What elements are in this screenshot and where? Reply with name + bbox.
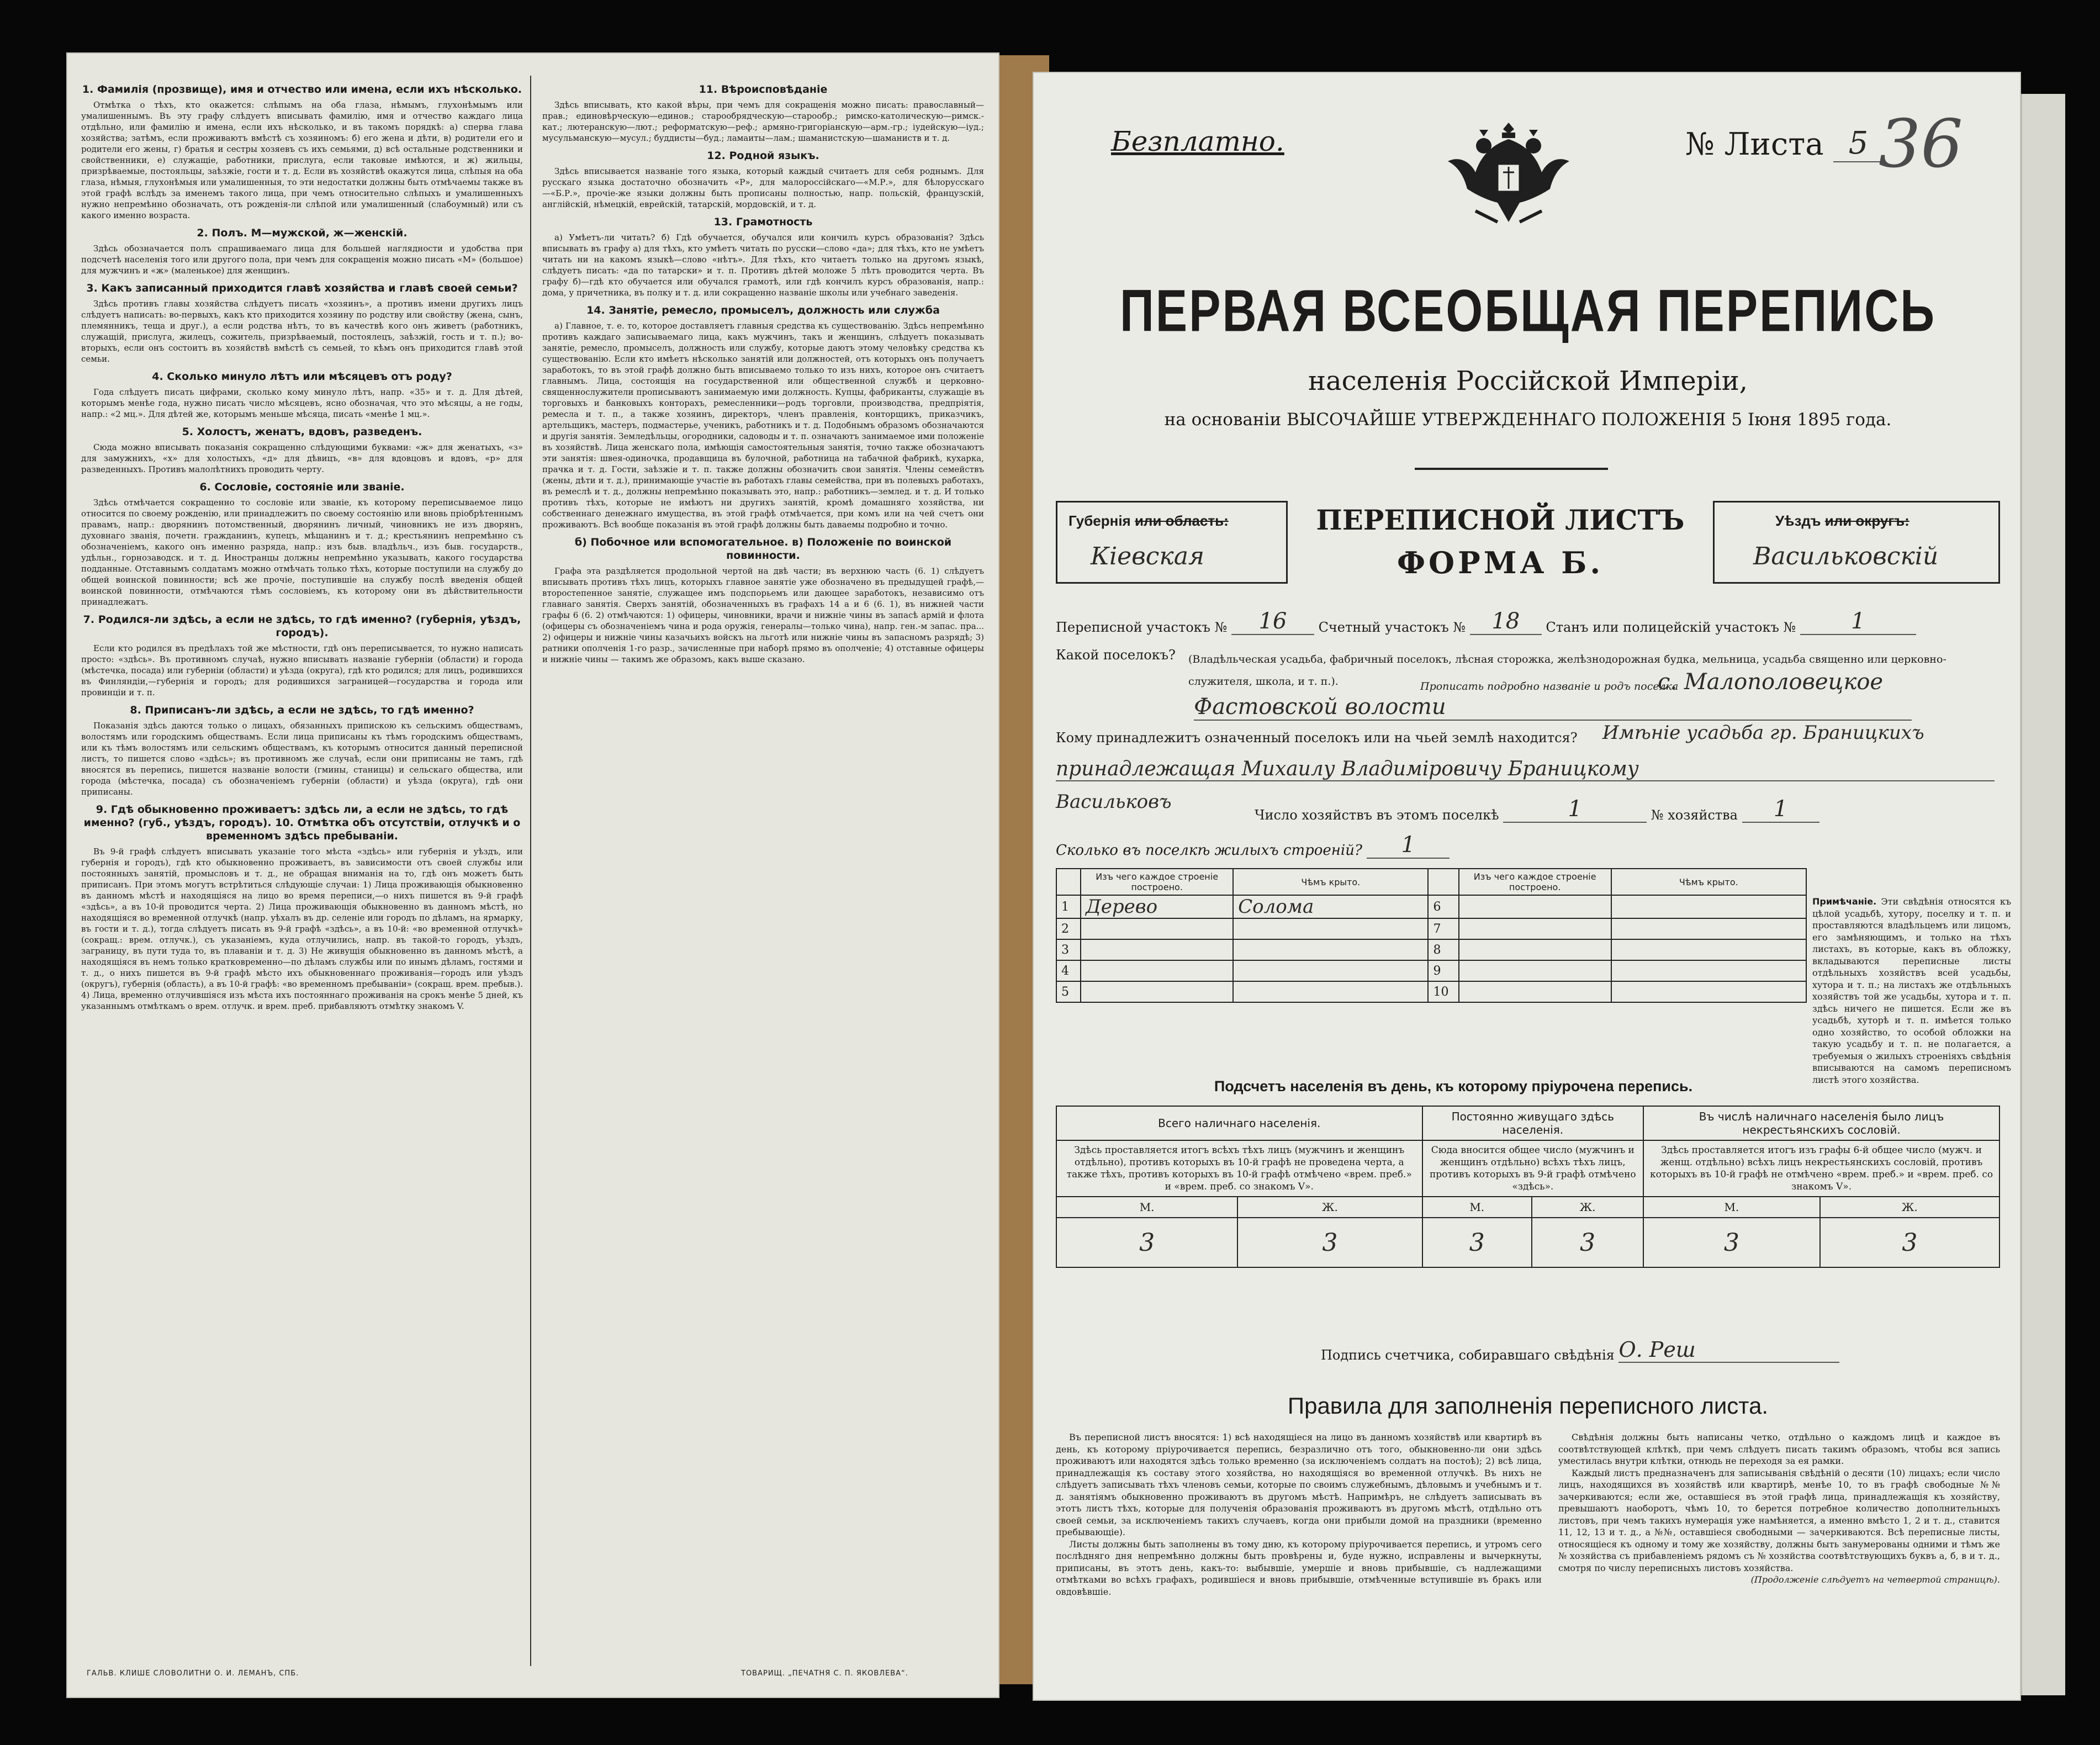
- buildings-table-row: [1056, 918, 1806, 939]
- pop-zh-label: Ж.: [1820, 1197, 2000, 1218]
- instruction-heading: 1. Фамилія (прозвище), имя и отчество или имена, если ихъ нѣсколько.: [82, 83, 522, 96]
- instruction-text: Здѣсь противъ главы хозяйства слѣдуетъ писать «хозяинъ», а противъ имени другихъ лицъ слѣдуетъ написать: во-первыхъ, какъ кто приходится хозяину по родству или свойству (жена, сынъ, племянникъ, теща и друг.), а если родства нѣтъ, то въ качествѣ кого онъ живетъ (работникъ, служащій, прислуга, жилецъ, сожитель, призрѣваемый, постоялецъ, заѣзжій, гость и т. п.); во-вторыхъ, если онъ состоитъ въ хозяйствѣ вмѣстѣ съ семьей, то кѣмъ онъ приходится главѣ этой семьи.: [81, 299, 523, 364]
- building-roof: [1233, 939, 1428, 960]
- buildings-table-row: [1056, 981, 1806, 1002]
- signature-label: Подпись счетчика, собиравшаго свѣдѣнія: [1321, 1347, 1615, 1363]
- column-divider: [530, 76, 531, 1666]
- building-roof: Солома: [1233, 895, 1428, 918]
- settlement-label: Какой поселокъ?: [1056, 647, 1176, 663]
- households-label: Число хозяйствъ въ этомъ поселкѣ: [1255, 807, 1499, 823]
- instruction-text: Здѣсь вписывать, кто какой вѣры, при чемъ для сокращенія можно писать: православный—прав.; единовѣрческую—единов.; старообрядческую—старообр.; римско-католическую—римск.-кат.; лютеранскую—лют.; реформатскую—реф.; армяно-григоріанскую—арм.-гр.; іудейскую—іуд.; мусульманскую—мусул.; буддисты—буд.; ламаиты—лам.; шаманистскую—шаманиств и т. д.: [542, 100, 984, 143]
- instruction-heading: 13. Грамотность: [713, 216, 813, 228]
- pop-col1-title: Всего наличнаго населенія.: [1056, 1106, 1422, 1140]
- owner-label: Кому принадлежитъ означенный поселокъ или на чьей землѣ находится?: [1056, 730, 1578, 745]
- household-number-label: № хозяйства: [1651, 807, 1738, 823]
- instruction-section: [81, 704, 523, 797]
- instruction-heading: 7. Родился-ли здѣсь, а если не здѣсь, то гдѣ именно? (губернія, уѣздъ, городъ).: [83, 614, 521, 639]
- gubernia-value: Кіевская: [1091, 542, 1205, 570]
- building-roof: [1611, 918, 1806, 939]
- settlement-note: (Владѣльческая усадьба, фабричный поселокъ, лѣсная сторожка, желѣзнодорожная будка, мельница, усадьба священно или церковно-служителя, школа, и т. п.).: [1188, 653, 1946, 688]
- instruction-heading: 6. Сословіе, состояніе или званіе.: [199, 481, 405, 493]
- building-roof: [1611, 939, 1806, 960]
- instruction-section: [542, 149, 984, 210]
- instruction-section: [81, 370, 523, 420]
- pop-present-male: 3: [1056, 1218, 1237, 1267]
- building-row-number: 8: [1428, 939, 1458, 960]
- handwritten-corner-number: 36: [1879, 106, 1963, 183]
- sheet-number: [1685, 125, 1883, 162]
- pop-col2-desc: Сюда вносится общее число (мужчинъ и женщинъ отдѣльно) всѣхъ тѣхъ лицъ, противъ которыхъ въ 9-й графѣ отмѣчено «здѣсь».: [1422, 1140, 1644, 1197]
- building-roof: [1233, 960, 1428, 981]
- instructions-column-1: [81, 78, 523, 1652]
- building-row-number: 10: [1428, 981, 1458, 1002]
- building-material: [1081, 918, 1233, 939]
- pop-zh-label: Ж.: [1237, 1197, 1422, 1218]
- instruction-text: Года слѣдуетъ писать цифрами, сколько кому минуло лѣтъ, напр. «35» и т. д. Для дѣтей, которымъ менѣе года, нужно писать число мѣсяцевъ, ясно обозначая, что это мѣсяцы, а не годы, напр.: «2 мц.». Для дѣтей же, которымъ меньше мѣсяца, писать «менѣе 1 мц.».: [81, 387, 523, 419]
- pop-m-label: М.: [1056, 1197, 1237, 1218]
- right-page-census-form: [1033, 72, 2021, 1701]
- instruction-heading: 4. Сколько минуло лѣтъ или мѣсяцевъ отъ роду?: [152, 371, 452, 383]
- form-main-title: ПЕРВАЯ ВСЕОБЩАЯ ПЕРЕПИСЬ: [1119, 278, 1937, 345]
- instruction-section: [542, 215, 984, 298]
- gubernia-label: Губернія или область:: [1068, 512, 1229, 529]
- pop-m-label: М.: [1422, 1197, 1532, 1218]
- settlement-value: с. Малополовецкое: [1658, 669, 1884, 695]
- buildings-table-row: [1056, 895, 1806, 918]
- stan-value: 1: [1800, 609, 1916, 635]
- building-material: [1459, 939, 1611, 960]
- owner-value-3: Васильковъ: [1056, 791, 1172, 813]
- owner-value-2: принадлежащая Михаилу Владиміровичу Браницкому: [1056, 758, 1995, 781]
- double-headed-eagle-emblem-icon: [1442, 112, 1575, 239]
- printer-credit-right: ТОВАРИЩ. „ПЕЧАТНЯ С. П. ЯКОВЛЕВА“.: [741, 1669, 908, 1678]
- sheet-number-value: 5: [1833, 125, 1883, 162]
- form-subtitle: населенія Россійской Имперіи,: [1308, 366, 1748, 396]
- instruction-text: а) Главное, т. е. то, которое доставляетъ главныя средства къ существованію. Здѣсь непремѣнно противъ каждаго записываемаго лица, какъ мужчинъ, такъ и женщинъ, слѣдуетъ показывать занятіе, ремесло, промыселъ, должность или службу, которые даютъ этому человѣку средства къ существованію. Если кто имѣетъ нѣсколько занятій или должностей, отъ которыхъ онъ получаетъ заработокъ, то въ этой графѣ должно быть вписываемо только то изъ нихъ, которое онъ считаетъ главнымъ. Лица, состоящія на государственной или общественной службѣ и церковно-священнослужители прописываютъ занимаемую ими должность. Купцы, фабриканты, служащіе въ торговыхъ и банковыхъ конторахъ, ремесленники—родъ торговли, производства, предпріятія, ремесла и т. п., а также хозяинъ, директоръ, членъ правленія, конторщикъ, приказчикъ, артельщикъ, мастеръ, подмастерье, ученикъ, работникъ и т. д. Подобнымъ образомъ обозначаются и другія занятія. Земледѣльцы, огородники, садоводы и т. п. означаютъ занимаемое ими положеніе въ хозяйствѣ. Лица женскаго пола, имѣющія самостоятельныя занятія, точно также обозначаютъ эти занятія: швея-одиночка, продавщица въ булочной, работница на табачной фабрикѣ, кухарка, прачка и т. д. Гости, заѣзжіе и т. п. также должны обозначить свои занятія. Члены семействъ (жены, дѣти и т. д.), принимающіе участіе въ работахъ главы семейства, при въ полевыхъ работахъ, въ ремеслѣ и т. д., должны непремѣнно показывать это, напр.: работникъ—землед. и т. д. И только противъ тѣхъ, которые не имѣютъ ни другихъ занятій, кромѣ домашняго хозяйства, ни собственнаго денежнаго имущества, въ этой графѣ отмѣчается, при комъ или на чей счетъ они проживаютъ. Всѣ вообще показанія въ этой графѣ должны быть даваемы подробно и точно.: [542, 321, 984, 530]
- household-number-value: 1: [1742, 796, 1819, 823]
- instruction-text: Въ 9-й графѣ слѣдуетъ вписывать указаніе того мѣста «здѣсь» или губернія и уѣздъ, или губернія и городъ), гдѣ кто обыкновенно проживаетъ, въ зависимости отъ своей службы или постоянныхъ занятій, промысловъ и т. д., не обращая вниманія на то, гдѣ онъ можетъ быть приписанъ. При этомъ могутъ встрѣтиться слѣдующіе случаи: 1) Лица проживающія обыкновенно въ данномъ мѣстѣ и находящіяся на лицо во время переписи,—о нихъ пишется въ 9-й графѣ «здѣсь», а въ 10-й проводится черта. 2) Лица проживающія обыкновенно въ данномъ мѣстѣ, но находящіяся во временной отлучкѣ (напр. уѣхалъ въ др. селеніе или городъ по дѣламъ, на ярмарку, въ гости и т. д.), тогда слѣдуетъ писать въ 9-й графѣ «здѣсь», а въ 10-й: «во временной отлучкѣ» (сокращ.: врем. отлучк.), съ указаніемъ, куда отлучились, напр. въ такой-то городъ, уѣздъ, заграницу, въ пути туда то, въ плаваніи и т. д. 3) Не живущія обыкновенно въ данномъ мѣстѣ, а находящіяся въ немъ только кратковременно—по дѣламъ службы или по инымъ дѣламъ, гостями и т. д., о нихъ пишется въ 9-й графѣ мѣсто ихъ обыкновеннаго проживанія—городъ или уѣздъ (округъ), губернія (область), а въ 10-й графѣ: «во временномъ пребываніи» (сокращ. врем. пребыв.). 4) Лица, временно отлучившіяся изъ мѣста ихъ постояннаго проживанія на срокъ менѣе 5 дней, къ указаннымъ отмѣткамъ о врем. отлучк. и врем. преб. прибавляютъ отмѣтку знакомъ V.: [81, 847, 523, 1011]
- form-basis-line: на основаніи ВЫСОЧАЙШЕ УТВЕРЖДЕННАГО ПОЛОЖЕНІЯ 5 Іюня 1895 года.: [1164, 410, 1892, 430]
- buildings-label: Сколько въ поселкѣ жилыхъ строеній?: [1056, 842, 1362, 859]
- instruction-heading: 12. Родной языкъ.: [707, 150, 819, 162]
- uyezd-label: Уѣздъ или округъ:: [1775, 512, 1909, 529]
- printer-credit-left: ГАЛЬВ. КЛИШЕ СЛОВОЛИТНИ О. И. ЛЕМАНЪ, СПБ.: [87, 1669, 299, 1678]
- district-line: [1056, 609, 1916, 635]
- buildings-col-material-2: Изъ чего каждое строеніе построено.: [1459, 869, 1611, 895]
- building-roof: [1611, 895, 1806, 918]
- instruction-section: [81, 83, 523, 221]
- gubernia-box: [1056, 501, 1288, 584]
- building-row-number: 5: [1056, 981, 1081, 1002]
- building-roof: [1233, 981, 1428, 1002]
- rules-heading: Правила для заполненія переписного листа.: [1287, 1393, 1769, 1419]
- building-material: [1459, 918, 1611, 939]
- building-row-number: 1: [1056, 895, 1081, 918]
- instruction-section: [542, 83, 984, 144]
- rules-paragraph: Каждый листъ предназначенъ для записыванія свѣдѣній о десяти (10) лицахъ; если число лицъ, находящихся въ хозяйствѣ или квартирѣ, менѣе 10, то въ графѣ свободные №№ зачеркиваются; если же, оставшіеся въ этой графѣ лица, принадлежащія къ хозяйству, превышаютъ наоборотъ, чѣмъ 10, то берется потребное количество дополнительныхъ листовъ, при чемъ такихъ нумерація уже намѣняется, а именно вмѣсто 1, 2 и т. д., ставится 11, 12, 13 и т. д., а №№, оставшіеся свободными — зачеркиваются. Всѣ переписные листы, относящіеся къ одному и тому же хозяйству, должны быть занумерованы одними и тѣмъ же № хозяйства съ прибавленіемъ рядомъ съ № хозяйства соотвѣтствующихъ буквъ а, б, в и т. д., смотря по числу переписныхъ листовъ хозяйства.: [1558, 1467, 2000, 1573]
- instruction-heading: 14. Занятіе, ремесло, промыселъ, должность или служба: [586, 304, 940, 316]
- instruction-heading: 3. Какъ записанный приходится главѣ хозяйства и главѣ своей семьи?: [86, 282, 518, 294]
- form-letter: ФОРМА Б.: [1397, 545, 1604, 580]
- instruction-section: [81, 803, 523, 1012]
- building-row-number: 7: [1428, 918, 1458, 939]
- instruction-section: [542, 536, 984, 665]
- instruction-heading: 5. Холостъ, женатъ, вдовъ, разведенъ.: [182, 426, 422, 438]
- stan-label: Станъ или полицейскій участокъ №: [1546, 620, 1796, 635]
- instruction-text: Сюда можно вписывать показанія сокращенно слѣдующими буквами: «ж» для женатыхъ, «з» для замужнихъ, «х» для холостыхъ, «д» для дѣвицъ, «в» для вдовцовъ и вдовъ, «р» для разведенныхъ. Противъ малолѣтнихъ проводить черту.: [81, 442, 523, 474]
- instruction-section: [81, 226, 523, 276]
- building-row-number: 3: [1056, 939, 1081, 960]
- free-label: Безплатно.: [1111, 125, 1284, 157]
- building-material: [1459, 960, 1611, 981]
- form-sheet-title: ПЕРЕПИСНОЙ ЛИСТЪ: [1316, 504, 1685, 536]
- building-row-number: 9: [1428, 960, 1458, 981]
- buildings-col-material: Изъ чего каждое строеніе построено.: [1081, 869, 1233, 895]
- pop-nonpeasant-female: 3: [1820, 1218, 2000, 1267]
- settlement-line: [1056, 647, 1176, 663]
- building-roof: [1611, 981, 1806, 1002]
- buildings-col-roof: Чѣмъ крыто.: [1233, 869, 1428, 895]
- households-value: 1: [1503, 796, 1647, 823]
- buildings-value: 1: [1367, 832, 1450, 859]
- instruction-text: Здѣсь обозначается полъ спрашиваемаго лица для большей наглядности и удобства при подсчетѣ населенія того или другого пола, при чемъ для сокращенія можно писать «М» (большое) для мужчинъ и «ж» (маленькое) для женщинъ.: [81, 244, 523, 276]
- building-material: [1081, 939, 1233, 960]
- census-district-label: Переписной участокъ №: [1056, 620, 1228, 635]
- pop-zh-label: Ж.: [1532, 1197, 1643, 1218]
- pop-resident-female: 3: [1532, 1218, 1643, 1267]
- instruction-heading: 9. Гдѣ обыкновенно проживаетъ: здѣсь ли, а если не здѣсь, то гдѣ именно? (губ., уѣздъ, городъ). 10. Отмѣтка объ отсутствіи, отлучкѣ и о временномъ здѣсь пребываніи.: [83, 803, 521, 842]
- instruction-text: Отмѣтка о тѣхъ, кто окажется: слѣпымъ на оба глаза, нѣмымъ, глухонѣмымъ или умалишеннымъ. Въ эту графу слѣдуетъ вписывать фамилію, имя и отчество каждаго лица отдѣльно, или фамилію и имена, если ихъ нѣсколько, и въ такомъ порядкѣ: а) сперва глава хозяйства; затѣмъ, если проживаютъ вмѣстѣ съ хозяиномъ: б) его жена и дѣти, в) родители его и родители его жены, г) братья и сестры хозяевъ съ ихъ семьями, д) всѣ остальные родственники и свойственники, е) служащіе, работники, прислуга, если таковые имѣются, и ж) жильцы, призрѣваемые, постояльцы, заѣзжіе, гости и т. д. Если въ хозяйствѣ окажутся лица, слѣпыя на оба глаза, нѣмыя, глухонѣмыя или умалишенныя, то эти недостатки должны быть отмѣчаемы также въ этой графѣ вслѣдъ за именемъ такого лица, при чемъ относительно слѣпыхъ и умалишенныхъ нужно непремѣнно обозначать, отъ рожденія-ли слѣпой или умалишенный (слабоумный) или съ какого именно возраста.: [81, 100, 523, 220]
- buildings-table-row: [1056, 960, 1806, 981]
- instruction-heading: 11. Вѣроисповѣданіе: [699, 83, 828, 96]
- instruction-section: [81, 613, 523, 698]
- owner-value: Имѣніе усадьба гр. Браницкихъ: [1602, 722, 1924, 744]
- pop-nonpeasant-male: 3: [1643, 1218, 1820, 1267]
- pop-col1-desc: Здѣсь проставляется итогъ всѣхъ тѣхъ лицъ (мужчинъ и женщинъ отдѣльно), противъ которыхъ въ 10-й графѣ не проведена черта, а также тѣхъ, противъ которыхъ въ 10-й графѣ отмѣчено «врем. преб.» и «врем. преб. со знакомъ V».: [1056, 1140, 1422, 1197]
- pop-resident-male: 3: [1422, 1218, 1532, 1267]
- building-material: [1459, 895, 1611, 918]
- sheet-number-label: № Листа: [1685, 126, 1824, 162]
- buildings-note: [1812, 896, 2011, 1086]
- instruction-section: [81, 480, 523, 607]
- building-material: Дерево: [1081, 895, 1233, 918]
- building-material: [1459, 981, 1611, 1002]
- pop-col2-title: Постоянно живущаго здѣсь населенія.: [1422, 1106, 1644, 1140]
- pop-col3-desc: Здѣсь проставляется итогъ изъ графы 6-й общее число (мужч. и женщ. отдѣльно) всѣхъ лицъ некрестьянскихъ сословій, противъ которыхъ въ 10-й графѣ не отмѣчено «врем. преб.» и «врем. преб. со знакомъ V».: [1643, 1140, 2000, 1197]
- instructions-column-2: [542, 78, 984, 1652]
- buildings-table-body: [1056, 895, 1806, 1002]
- settlement-value-2: Фастовской волости: [1194, 694, 1912, 721]
- population-heading: Подсчетъ населенія въ день, къ которому пріурочена перепись.: [1214, 1078, 1693, 1094]
- owner-line: [1056, 730, 1578, 745]
- rules-continuation-note: (Продолженіе слѣдуетъ на четвертой страницѣ).: [1750, 1574, 2000, 1585]
- building-row-number: 4: [1056, 960, 1081, 981]
- pop-col3-title: Въ числѣ наличнаго населенія было лицъ некрестьянскихъ сословій.: [1643, 1106, 2000, 1140]
- note-text: Эти свѣдѣнія относятся къ цѣлой усадьбѣ, хутору, поселку и т. п. и проставляются владѣльцемъ или лицомъ, его замѣняющимъ, и только на тѣхъ листахъ, въ которые, какъ въ обложку, вкладываются переписные листы отдѣльныхъ хозяйствъ всей усадьбы, хутора и т. п.; на листахъ же отдѣльныхъ хозяйствъ той же усадьбы, хутора и т. п. здѣсь ничего не пишется. Если же въ усадьбѣ, хуторѣ и т. п. имѣется только одно хозяйство, то особой обложки на такую усадьбу и т. п. не полагается, а требуемыя о жилыхъ строеніяхъ свѣдѣнія вписываются на самомъ переписномъ листѣ этого хозяйства.: [1812, 896, 2011, 1085]
- building-row-number: 2: [1056, 918, 1081, 939]
- instruction-section: [81, 425, 523, 475]
- households-line: [1255, 796, 1819, 823]
- title-divider: [1415, 468, 1608, 470]
- signature-value: О. Реш: [1618, 1337, 1839, 1363]
- instruction-section: [542, 304, 984, 530]
- page-edge-strip: [2021, 94, 2065, 1695]
- rules-column-1: [1056, 1431, 1542, 1598]
- settlement-note-2: Прописать подробно названіе и родъ поселка: [1420, 680, 1679, 692]
- instruction-text: Здѣсь отмѣчается сокращенно то сословіе или званіе, къ которому переписываемое лицо относится по своему рожденію, или принадлежитъ по своему состоянію или вновь пріобрѣтеннымъ правамъ, напр.: дворянинъ потомственный, дворянинъ личный, чиновникъ не изъ дворянъ, духовнаго званія, почетн. гражданинъ, купецъ, мѣщанинъ и т. д.; крестьянинъ непремѣнно съ обозначеніемъ, какого онъ именно разряда, напр.: изъ быв. владѣльч., изъ быв. государств., удѣльн., горнозаводск. и т. д. Иностранцы должны непремѣнно указывать, какого государства подданные. Отставнымъ солдатамъ можно отмѣчать только тѣхъ, которые поступили на службу до общей воинской повинности; всѣ же прочіе, поступившіе на службу послѣ введенія общей воинской повинности, отмѣчаются тѣмъ сословіемъ, къ которому они въ дѣйствительности принадлежатъ.: [81, 498, 523, 607]
- instruction-text: Графа эта раздѣляется продольной чертой на двѣ части; въ верхнюю часть (6. 1) слѣдуетъ вписывать противъ тѣхъ лицъ, которыхъ главное занятіе уже обозначено въ предыдущей графѣ,—второстепенное занятіе, служащее имъ подспорьемъ или дающее заработокъ, независимо отъ главнаго занятія. Сверхъ занятій, обозначенныхъ въ графахъ 14 а и 6 (6. 1), въ нижней части графы 6 (6. 2) отмѣчаются: 1) офицеры, чиновники, врачи и нижніе чины въ запасѣ армій и флота (офицеры съ обозначеніемъ чина и рода оружія, генералы—только чина), напр. ген.-м запас. пра... 2) офицеры и нижніе чины казачьихъ войскъ на льготѣ или нижніе чины въ запасномъ разрядѣ; 3) ратники ополченія 1-го разр., зачисленные при наборѣ прямо въ ополченіе; 4) отставные офицеры и нижніе чины — такимъ же образомъ, какъ выше сказано.: [542, 566, 984, 664]
- rules-column-2: [1558, 1431, 2000, 1586]
- population-table: [1056, 1106, 2000, 1268]
- counting-district-label: Счетный участокъ №: [1318, 620, 1466, 635]
- counting-district-value: 18: [1470, 609, 1542, 635]
- buildings-table-row: [1056, 939, 1806, 960]
- building-roof: [1611, 960, 1806, 981]
- uyezd-box: [1713, 501, 2000, 584]
- building-material: [1081, 960, 1233, 981]
- instruction-heading: 8. Приписанъ-ли здѣсь, а если не здѣсь, то гдѣ именно?: [130, 704, 474, 716]
- instruction-heading: б) Побочное или вспомогательное. в) Положеніе по воинской повинности.: [574, 536, 952, 562]
- building-roof: [1233, 918, 1428, 939]
- uyezd-value: Васильковскій: [1753, 542, 1939, 570]
- note-title: Примѣчаніе.: [1812, 896, 1877, 907]
- buildings-line: [1056, 832, 1450, 859]
- pop-present-female: 3: [1237, 1218, 1422, 1267]
- instruction-text: Показанія здѣсь даются только о лицахъ, обязанныхъ припискою къ сельскимъ обществамъ, волостямъ или городскимъ обществамъ. Если лица приписаны къ тѣмъ городскимъ обществамъ, или къ тѣмъ волостямъ или сельскимъ обществамъ, къ которымъ относится данный переписной листъ, то пишется слово «здѣсь»; въ противномъ же случаѣ, если они приписаны не тамъ, гдѣ вносятся въ перепись, пишется названіе волости (гмины, станицы) и сельскаго общества, или города (мѣстечка, посада) съ обозначеніемъ губерніи (области) и уѣзда (округа), гдѣ они приписаны.: [81, 721, 523, 797]
- rules-paragraph: Въ переписной листъ вносятся: 1) всѣ находящіеся на лицо въ данномъ хозяйствѣ или квартирѣ въ день, къ которому пріурочивается перепись, безразлично отъ того, обыкновенно-ли они здѣсь проживаютъ или находятся здѣсь только временно (за исключеніемъ солдатъ на постоѣ); 2) всѣ лица, принадлежащія къ составу этого хозяйства, но находящіяся во временной отлучкѣ. Въ нихъ не слѣдуетъ записывать тѣхъ членовъ семьи, которые по своимъ служебнымъ, дѣловымъ и учебнымъ и т. д. занятіямъ обыкновенно проживаютъ въ другомъ мѣстѣ. Напримѣръ, не слѣдуетъ записывать въ этотъ листъ тѣхъ, которые для полученія образованія проживаютъ въ другомъ мѣстѣ, отдѣльно отъ своей семьи, за исключеніемъ такихъ случаевъ, когда они прибыли домой на праздники (временно пребывающіе).: [1056, 1432, 1542, 1537]
- buildings-table: [1056, 868, 1807, 1003]
- building-row-number: 6: [1428, 895, 1458, 918]
- rules-paragraph: Листы должны быть заполнены въ тому дню, къ которому пріурочивается перепись, и утромъ сего послѣдняго дня непремѣнно должны быть провѣрены и, буде нужно, исправлены и вычеркнуты, приписаны, въ этотъ день, какъ-то: выбывшіе, умершіе и вновь прибывшіе, съ надлежащими отмѣтками во всѣхъ графахъ, родившіеся и вновь прибывшіе, отмѣченные вступившіе въ бракъ или овдовѣвшіе.: [1056, 1538, 1542, 1597]
- instruction-section: [81, 282, 523, 364]
- instruction-text: а) Умѣетъ-ли читать? б) Гдѣ обучается, обучался или кончилъ курсъ образованія? Здѣсь вписывать въ графу а) для тѣхъ, кто умѣетъ читать по русски—слово «да»; для тѣхъ, кто не умѣетъ читать ни на какомъ языкѣ—слово «нѣтъ». Для тѣхъ, кто читаетъ только на другомъ языкѣ, слѣдуетъ писать: «да по татарски» и т. п. Противъ дѣтей моложе 5 лѣтъ проводится черта. Въ графу б)—гдѣ кто обучается или обучался грамотѣ, или гдѣ кончилъ курсъ образованія, напр.: дома, у причетника, въ полку и т. д. или сокращенно названіе школы или учебнаго заведенія.: [542, 232, 984, 298]
- instruction-text: Здѣсь вписывается названіе того языка, который каждый считаетъ для себя роднымъ. Для русскаго языка достаточно обозначить «Р», для малороссійскаго—«М.Р.», для бѣлорусскаго—«Б.Р.», прочіе-же языки должны быть прописаны полностью, напр. польскій, французскій, англійскій, нѣмецкій, еврейскій, татарскій, мордовскій, и т. д.: [542, 166, 984, 209]
- buildings-col-roof-2: Чѣмъ крыто.: [1611, 869, 1806, 895]
- left-page-instructions: [66, 52, 999, 1698]
- building-material: [1081, 981, 1233, 1002]
- instruction-heading: 2. Полъ. М—мужской, ж—женскій.: [197, 227, 408, 239]
- census-district-value: 16: [1231, 609, 1314, 635]
- rules-paragraph: Свѣдѣнія должны быть написаны четко, отдѣльно о каждомъ лицѣ и каждое въ соотвѣтствующей клѣткѣ, при чемъ слѣдуетъ писать такимъ образомъ, чтобы вся запись уместилась внутри клѣтки, отнюдь не переходя за ея рамки.: [1558, 1432, 2000, 1466]
- instruction-text: Если кто родился въ предѣлахъ той же мѣстности, гдѣ онъ переписывается, то нужно написать просто: «здѣсь». Въ противномъ случаѣ, нужно вписывать названіе губерніи (области) и города (мѣстечка, посада) или губерніи (области) и уѣзда (округа), гдѣ кто родился; для лицъ, родившихся въ Финляндіи,—губернія и городъ; для родившихся заграницей—государства и города или провинціи и т. п.: [81, 643, 523, 697]
- signature-line: [1321, 1337, 1839, 1363]
- pop-m-label: М.: [1643, 1197, 1820, 1218]
